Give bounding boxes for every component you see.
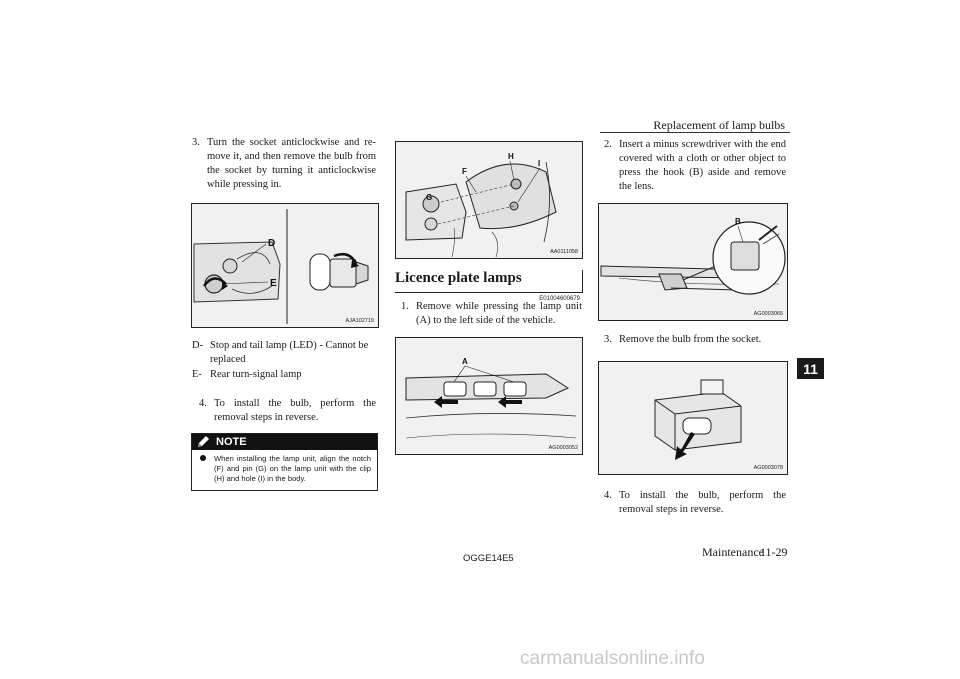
header-rule — [600, 132, 790, 133]
section-tab: 11 — [797, 358, 824, 379]
figure-licence-lamp-drawing — [396, 338, 582, 454]
legend-item-e — [192, 368, 372, 382]
watermark: carmanualsonline.info — [520, 648, 705, 669]
note-bullet-icon — [200, 455, 206, 461]
legend-desc: Stop and tail lamp (LED) - Cannot be replaced — [210, 340, 369, 365]
figure-label-h: H — [508, 152, 514, 161]
step-text: Turn the socket anticlockwise and re-move it, and then remove the bulb from the socket by turning it anticlockwise while pressing in. — [207, 137, 376, 190]
legend-key: D- — [192, 340, 204, 351]
section-title-licence-plate-lamps: Licence plate lamps — [395, 270, 583, 293]
step-number: 2. — [604, 139, 612, 150]
section-code: E01004600679 — [539, 296, 580, 302]
figure-label-i: I — [538, 159, 541, 168]
legend-key: E- — [192, 369, 202, 380]
page-header-title: Replacement of lamp bulbs — [653, 118, 785, 132]
step-text: To install the bulb, perform the removal steps in reverse. — [214, 398, 376, 423]
figure-lens-removal — [598, 203, 788, 321]
figure-label-b: B — [735, 217, 741, 226]
right-step-2 — [604, 138, 786, 194]
note-body — [192, 450, 377, 488]
right-step-4 — [604, 489, 786, 517]
step-text: To install the bulb, perform the removal steps in reverse. — [619, 490, 786, 515]
legend-item-d — [192, 339, 372, 367]
figure-lamp-alignment-drawing — [396, 142, 582, 258]
figure-lens-removal-drawing — [599, 204, 787, 320]
figure-id: AJA102719 — [345, 318, 374, 324]
figure-licence-lamp-removal — [395, 337, 583, 455]
figure-id: AG0003078 — [753, 465, 783, 471]
left-step-3 — [192, 136, 376, 192]
middle-step-1 — [401, 300, 582, 328]
figure-label-g: G — [426, 193, 433, 202]
step-number: 3. — [604, 334, 612, 345]
step-number: 3. — [192, 137, 200, 148]
note-heading: NOTE — [216, 436, 247, 448]
figure-id: AA0111058 — [550, 249, 578, 255]
footer-document-code: OGGE14E5 — [463, 553, 514, 564]
note-header — [192, 434, 377, 450]
note-pencil-icon — [196, 435, 210, 449]
step-number: 4. — [604, 490, 612, 501]
footer-section-title: Maintenance — [702, 545, 764, 559]
figure-label-e: E — [270, 278, 277, 289]
figure-tail-lamp-drawing — [192, 204, 378, 327]
figure-id: AG0003052 — [548, 445, 578, 451]
figure-bulb-removal-drawing — [599, 362, 787, 474]
footer-page-number: 11-29 — [760, 545, 788, 559]
step-text: Remove the bulb from the socket. — [619, 334, 762, 345]
step-number: 1. — [401, 301, 409, 312]
note-text: When installing the lamp unit, align the notch (F) and pin (G) on the lamp unit with the clip (H) and hole (I) in the body. — [214, 454, 371, 483]
figure-bulb-removal — [598, 361, 788, 475]
step-number: 4. — [199, 398, 207, 409]
step-text: Remove while pressing the lamp unit (A) to the left side of the vehicle. — [416, 301, 582, 326]
figure-label-f: F — [462, 167, 467, 176]
left-step-4 — [199, 397, 376, 425]
right-step-3 — [604, 333, 786, 347]
figure-tail-lamp-socket — [191, 203, 379, 328]
legend-desc: Rear turn-signal lamp — [210, 369, 302, 380]
note-box — [191, 433, 378, 491]
figure-id: AG0003065 — [753, 311, 783, 317]
figure-label-a: A — [462, 357, 468, 366]
step-text: Insert a minus screwdriver with the end covered with a cloth or other object to press the hook (B) aside and remove the lens. — [619, 139, 786, 192]
figure-label-d: D — [268, 238, 276, 249]
figure-lamp-alignment — [395, 141, 583, 259]
